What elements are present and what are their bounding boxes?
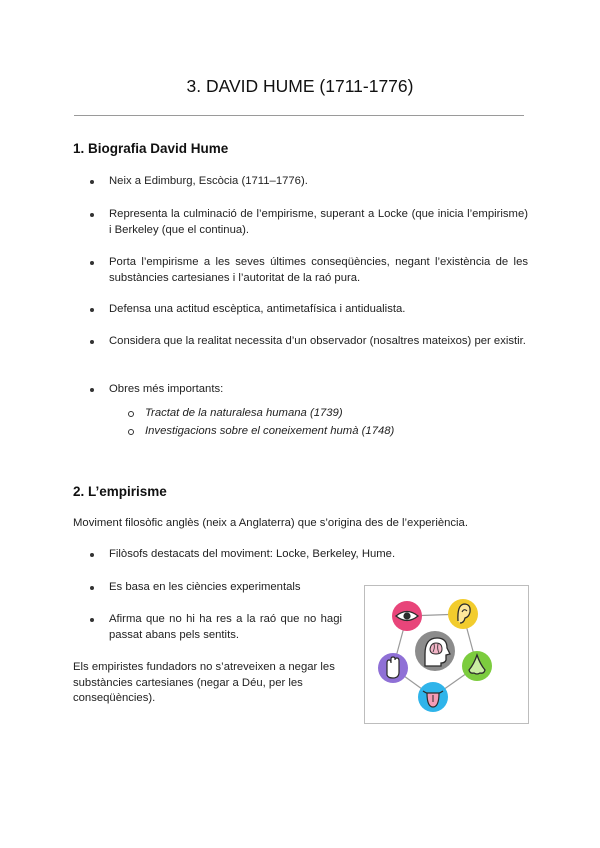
list-item: Neix a Edimburg, Escòcia (1711–1776). <box>90 174 529 190</box>
empiricism-intro: Moviment filosòfic anglès (neix a Anglaterra) que s’origina des de l’experiència. <box>73 517 468 529</box>
brain-head-icon <box>415 631 455 671</box>
document-title: 3. DAVID HUME (1711-1776) <box>186 76 414 96</box>
five-senses-diagram <box>364 585 529 724</box>
list-item: Defensa una actitud escèptica, antimetafísica i antidualista. <box>90 302 529 318</box>
section-heading-biography: 1. Biografia David Hume <box>73 141 229 156</box>
tongue-icon <box>418 682 448 712</box>
empiricism-closing: Els empiristes fundadors no s’atreveixen a negar les substàncies cartesianes (negar a Déu, per les conseqüències). <box>73 661 335 704</box>
list-item: Filòsofs destacats del moviment: Locke, Berkeley, Hume. <box>90 547 529 563</box>
list-item: Porta l’empirisme a les seves últimes conseqüències, negant l’existència de les substàncies cartesianes i l’autoritat de la raó pura. <box>90 255 528 286</box>
list-item: Representa la culminació de l’empirisme, superant a Locke (que inicia l’empirisme) i Berkeley (que el continua). <box>90 207 528 238</box>
hand-icon <box>378 653 408 683</box>
list-item: Afirma que no hi ha res a la raó que no hagi passat abans pels sentits. <box>90 612 342 643</box>
section-heading-empiricism: 2. L’empirisme <box>73 484 167 499</box>
eye-icon <box>392 601 422 631</box>
list-item: Obres més importants: <box>90 382 529 398</box>
nose-icon <box>462 651 492 681</box>
list-item: Considera que la realitat necessita d’un observador (nosaltres mateixos) per existir. <box>90 334 528 350</box>
work-item: Tractat de la naturalesa humana (1739) <box>128 406 505 422</box>
ear-icon <box>448 599 478 629</box>
title-divider <box>74 115 524 116</box>
work-item: Investigacions sobre el coneixement humà (1748) <box>128 424 505 440</box>
list-item: Es basa en les ciències experimentals <box>90 580 349 596</box>
